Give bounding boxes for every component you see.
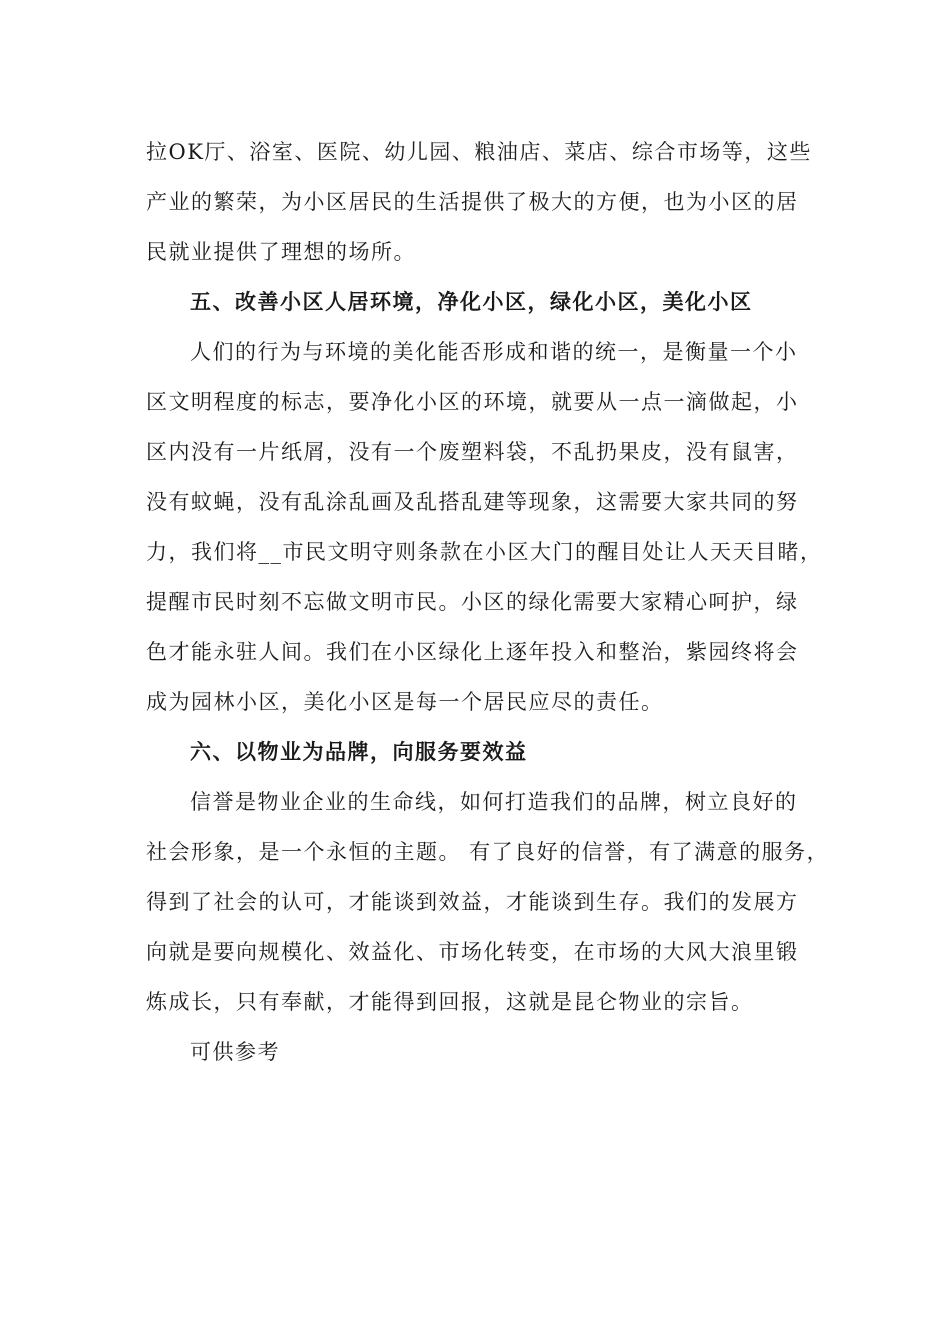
paragraph-2-line-4: 没有蚊蝇，没有乱涂乱画及乱搭乱建等现象，这需要大家共同的努 [146,490,799,514]
paragraph-1-line-3: 民就业提供了理想的场所。 [146,240,416,264]
paragraph-2-line-7: 色才能永驻人间。我们在小区绿化上逐年投入和整治，紫园终将会 [146,640,799,664]
paragraph-2-line-1: 人们的行为与环境的美化能否形成和谐的统一，是衡量一个小 [190,340,798,364]
section-heading-6: 六、以物业为品牌，向服务要效益 [190,739,528,764]
closing-note: 可供参考 [190,1040,280,1064]
paragraph-3-line-3: 得到了社会的认可，才能谈到效益，才能谈到生存。我们的发展方 [146,890,799,914]
paragraph-2-line-5: 力，我们将__市民文明守则条款在小区大门的醒目处让人天天目睹， [146,540,823,564]
section-heading-5: 五、改善小区人居环境，净化小区，绿化小区，美化小区 [190,289,753,314]
paragraph-3-line-5: 炼成长，只有奉献，才能得到回报，这就是昆仑物业的宗旨。 [146,990,754,1014]
paragraph-3-line-1: 信誉是物业企业的生命线，如何打造我们的品牌，树立良好的 [190,790,798,814]
paragraph-2-line-3: 区内没有一片纸屑，没有一个废塑料袋，不乱扔果皮，没有鼠害， [146,440,799,464]
paragraph-2-line-2: 区文明程度的标志，要净化小区的环境，就要从一点一滴做起，小 [146,390,799,414]
paragraph-2-line-8: 成为园林小区，美化小区是每一个居民应尽的责任。 [146,690,664,714]
paragraph-2-line-6: 提醒市民时刻不忘做文明市民。小区的绿化需要大家精心呵护，绿 [146,590,799,614]
paragraph-1-line-1: 拉OK厅、浴室、医院、幼儿园、粮油店、菜店、综合市场等，这些 [146,140,812,164]
paragraph-3-line-2: 社会形象，是一个永恒的主题。 有了良好的信誉，有了满意的服务， [146,840,830,864]
paragraph-3-line-4: 向就是要向规模化、效益化、市场化转变，在市场的大风大浪里锻 [146,940,799,964]
paragraph-1-line-2: 产业的繁荣，为小区居民的生活提供了极大的方便，也为小区的居 [146,190,799,214]
